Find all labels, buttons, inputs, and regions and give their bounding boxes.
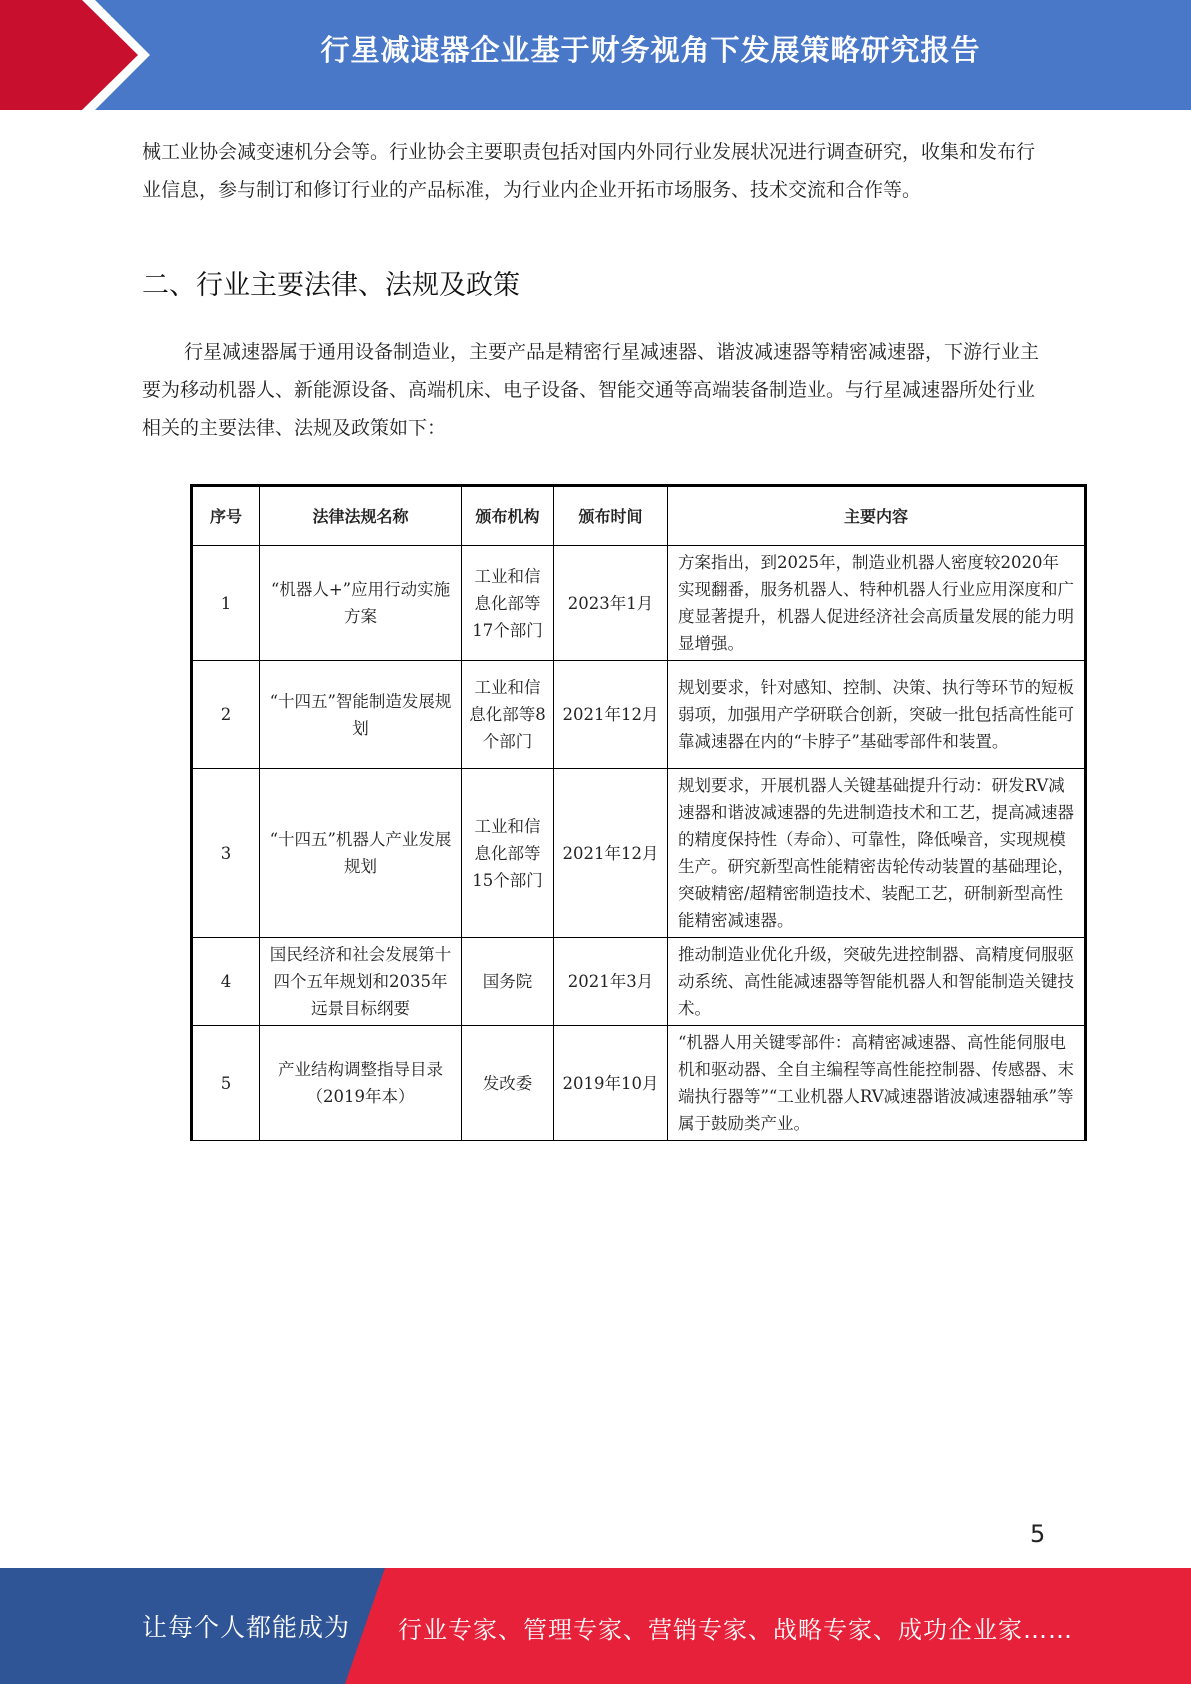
table-row xyxy=(192,546,1086,661)
table-row xyxy=(192,769,1086,938)
header-no: 序号 xyxy=(192,486,260,546)
header-org: 颁布机构 xyxy=(462,486,554,546)
cell-org: 工业和信息化部等15个部门 xyxy=(462,769,554,938)
cell-content: 推动制造业优化升级，突破先进控制器、高精度伺服驱动系统、高性能减速器等智能机器人和智能制造关键技术。 xyxy=(668,938,1086,1026)
cell-content: 规划要求，开展机器人关键基础提升行动：研发RV减速器和谐波减速器的先进制造技术和工艺，提高减速器的精度保持性（寿命）、可靠性，降低噪音，实现规模生产。研究新型高性能精密齿轮传动装置的基础理论，突破精密/超精密制造技术、装配工艺，研制新型高性能精密减速器。 xyxy=(668,769,1086,938)
cell-name: “十四五”智能制造发展规划 xyxy=(260,661,462,769)
policy-paragraph: 行星减速器属于通用设备制造业，主要产品是精密行星减速器、谐波减速器等精密减速器，下游行业主要为移动机器人、新能源设备、高端机床、电子设备、智能交通等高端装备制造业。与行星减速器所处行业相关的主要法律、法规及政策如下： xyxy=(142,341,1040,439)
cell-no: 4 xyxy=(192,938,260,1026)
cell-date: 2021年12月 xyxy=(554,661,668,769)
cell-name: 国民经济和社会发展第十四个五年规划和2035年远景目标纲要 xyxy=(260,938,462,1026)
header-name: 法律法规名称 xyxy=(260,486,462,546)
intro-paragraph: 械工业协会减变速机分会等。行业协会主要职责包括对国内外同行业发展状况进行调查研究，收集和发布行业信息，参与制订和修订行业的产品标准，为行业内企业开拓市场服务、技术交流和合作等。 xyxy=(142,141,1036,201)
header-title: 行星减速器企业基于财务视角下发展策略研究报告 xyxy=(320,33,981,67)
cell-date: 2019年10月 xyxy=(554,1026,668,1141)
cell-name: “十四五”机器人产业发展规划 xyxy=(260,769,462,938)
cell-date: 2021年3月 xyxy=(554,938,668,1026)
footer-slogan-left: 让每个人都能成为 xyxy=(142,1613,351,1642)
page-header xyxy=(0,0,1191,110)
header-date: 颁布时间 xyxy=(554,486,668,546)
table-row xyxy=(192,661,1086,769)
table-row xyxy=(192,1026,1086,1141)
cell-org: 工业和信息化部等8个部门 xyxy=(462,661,554,769)
cell-no: 1 xyxy=(192,546,260,661)
cell-name: “机器人+”应用行动实施方案 xyxy=(260,546,462,661)
cell-no: 5 xyxy=(192,1026,260,1141)
cell-org: 发改委 xyxy=(462,1026,554,1141)
cell-content: 规划要求，针对感知、控制、决策、执行等环节的短板弱项，加强用产学研联合创新，突破一批包括高性能可靠减速器在内的“卡脖子”基础零部件和装置。 xyxy=(668,661,1086,769)
page-footer xyxy=(0,1568,1191,1684)
regulations-table xyxy=(190,484,1084,1141)
cell-content: 方案指出，到2025年，制造业机器人密度较2020年实现翻番，服务机器人、特种机器人行业应用深度和广度显著提升，机器人促进经济社会高质量发展的能力明显增强。 xyxy=(668,546,1086,661)
cell-name: 产业结构调整指导目录（2019年本） xyxy=(260,1026,462,1141)
cell-content: “机器人用关键零部件：高精密减速器、高性能伺服电机和驱动器、全自主编程等高性能控制器、传感器、末端执行器等”“工业机器人RV减速器谐波减速器轴承”等属于鼓励类产业。 xyxy=(668,1026,1086,1141)
cell-no: 3 xyxy=(192,769,260,938)
section-heading: 二、行业主要法律、法规及政策 xyxy=(142,270,520,301)
cell-org: 国务院 xyxy=(462,938,554,1026)
table-header-row xyxy=(192,486,1086,546)
table-row xyxy=(192,938,1086,1026)
header-content: 主要内容 xyxy=(668,486,1086,546)
cell-no: 2 xyxy=(192,661,260,769)
cell-date: 2021年12月 xyxy=(554,769,668,938)
page-number: 5 xyxy=(1030,1520,1046,1548)
cell-org: 工业和信息化部等17个部门 xyxy=(462,546,554,661)
footer-slogan-right: 行业专家、管理专家、营销专家、战略专家、成功企业家…… xyxy=(398,1616,1073,1644)
cell-date: 2023年1月 xyxy=(554,546,668,661)
